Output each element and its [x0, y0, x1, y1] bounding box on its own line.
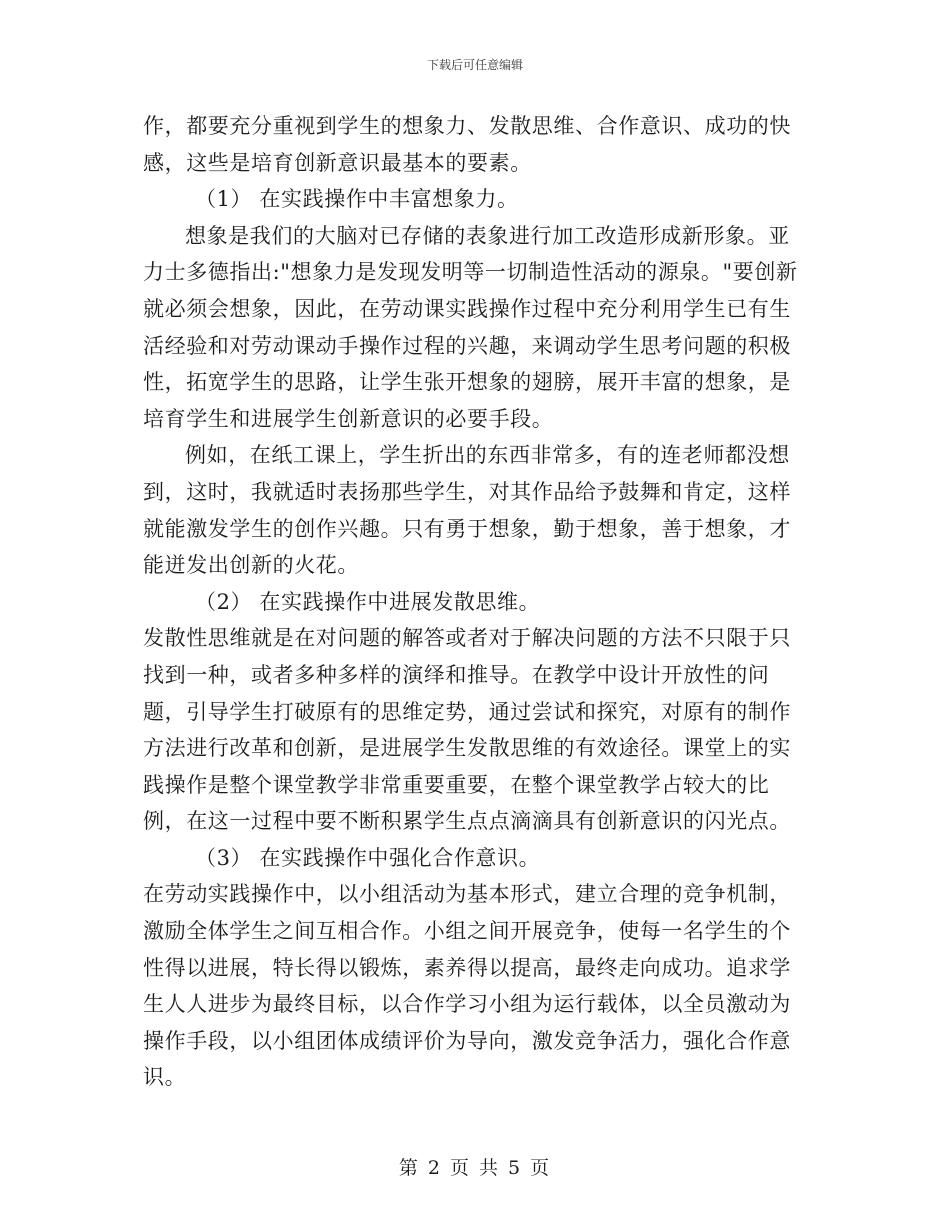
paragraph-example: 例如，在纸工课上，学生折出的东西非常多，有的连老师都没想到，这时，我就适时表扬那些学生，对其作品给予鼓舞和肯定，这样就能激发学生的创作兴趣。只有勇于想象，勤于想象，善于想象，才能迸发出创新的火花。: [143, 443, 791, 578]
subheading-cooperation: （3） 在实践操作中强化合作意识。: [195, 845, 541, 870]
paragraph-divergent: 发散性思维就是在对问题的解答或者对于解决问题的方法不只限于只找到一种，或者多种多样的演绎和推导。在教学中设计开放性的问题，引导学生打破原有的思维定势，通过尝试和探究，对原有的制作方法进行改革和创新，是进展学生发散思维的有效途径。课堂上的实践操作是整个课堂教学非常重要重要，在整个课堂教学占较大的比例，在这一过程中要不断积累学生点点滴滴具有创新意识的闪光点。: [143, 626, 791, 834]
paragraph-continuation: 作，都要充分重视到学生的想象力、发散思维、合作意识、成功的快感，这些是培育创新意识最基本的要素。: [143, 114, 791, 175]
document-body: [143, 108, 811, 1096]
paragraph-cooperation: 在劳动实践操作中，以小组活动为基本形式，建立合理的竞争机制，激励全体学生之间互相合作。小组之间开展竞争，使每一名学生的个性得以进展，特长得以锻炼，素养得以提高，最终走向成功。追求学生人人进步为最终目标，以合作学习小组为运行载体，以全员激动为操作手段，以小组团体成绩评价为导向，激发竞争活力，强化合作意识。: [143, 882, 791, 1090]
subheading-imagination: （1） 在实践操作中丰富想象力。: [195, 187, 519, 212]
page-footer: 第 2 页 共 5 页: [398, 1157, 552, 1179]
page-header: 下载后可任意编辑: [426, 58, 523, 72]
paragraph-imagination: 想象是我们的大脑对已存储的表象进行加工改造形成新形象。亚力士多德指出:"想象力是发现发明等一切制造性活动的源泉。"要创新就必须会想象，因此，在劳动课实践操作过程中充分利用学生已有生活经验和对劳动课动手操作过程的兴趣，来调动学生思考问题的积极性，拓宽学生的思路，让学生张开想象的翅膀，展开丰富的想象，是培育学生和进展学生创新意识的必要手段。: [143, 223, 798, 431]
subheading-divergent: （2） 在实践操作中进展发散思维。: [195, 589, 541, 614]
